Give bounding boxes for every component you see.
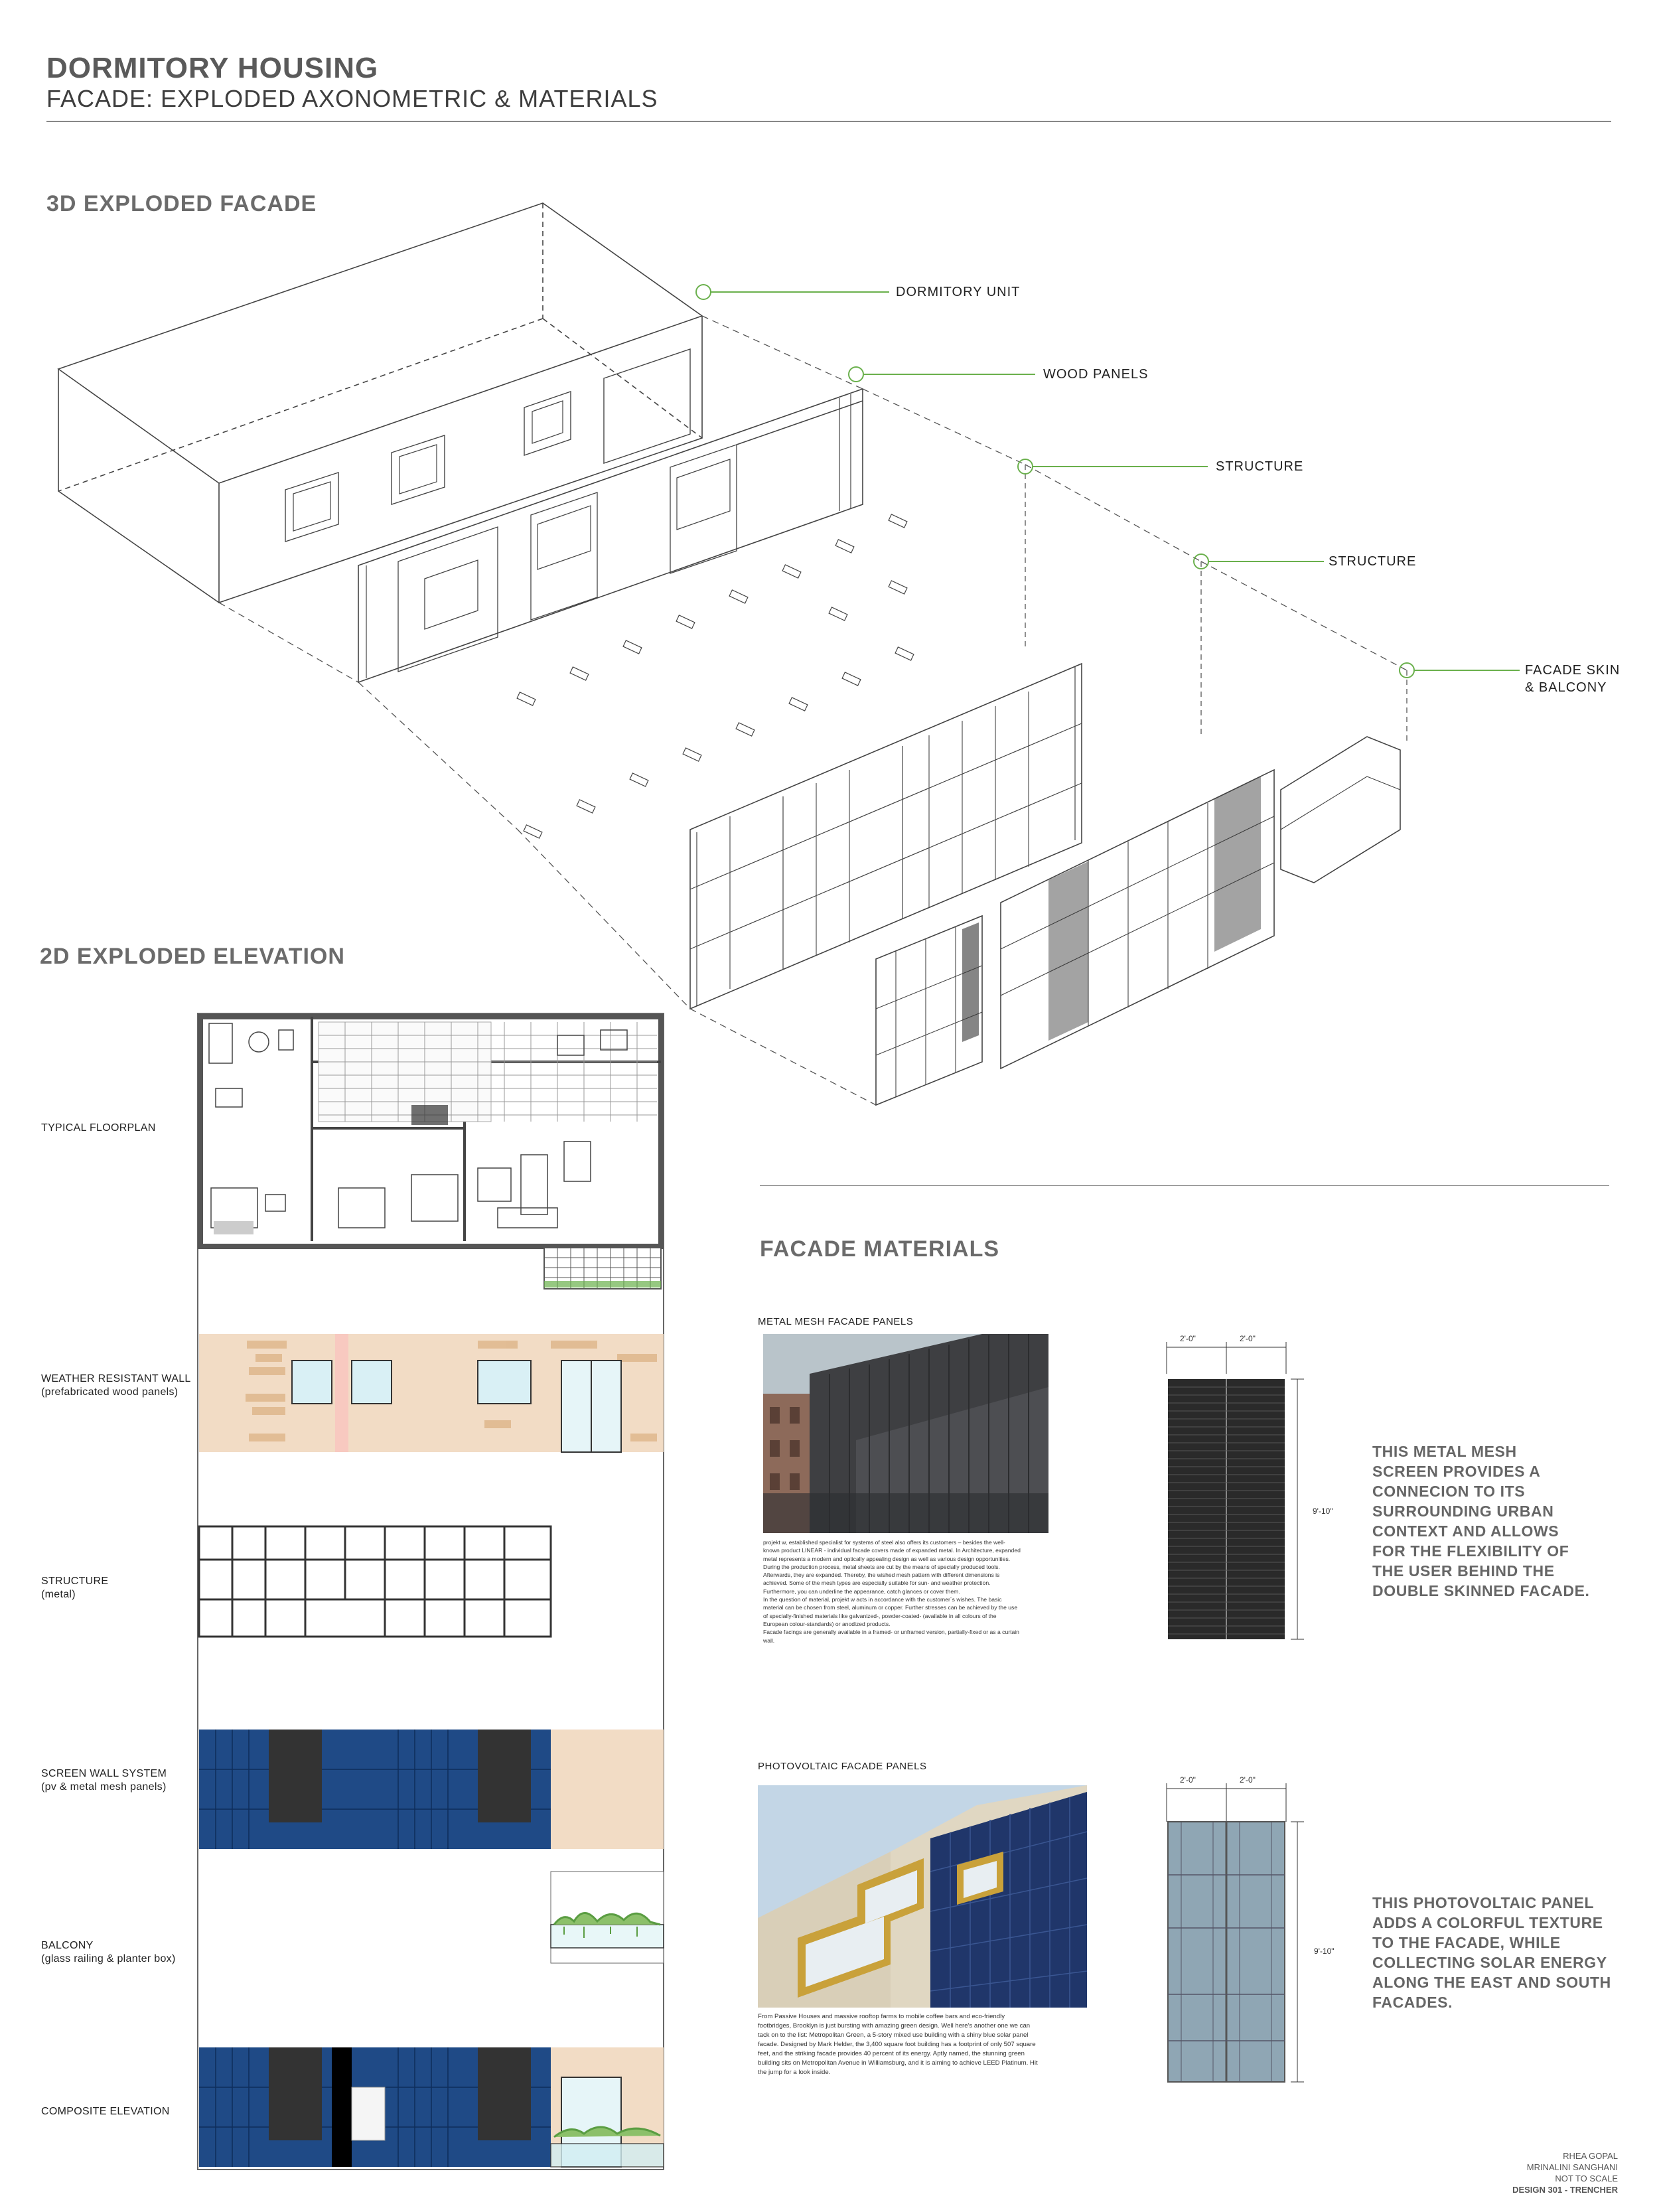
credits-block xyxy=(1512,2150,1618,2195)
mesh-text-line: Furthermore, you can underline the appearance, catch glances or cover them. xyxy=(763,1587,960,1595)
mesh-note-line: CONNECION TO ITS xyxy=(1372,1483,1526,1500)
typical-floorplan xyxy=(200,1017,661,1289)
row-label-floorplan xyxy=(41,1122,156,1135)
mesh-text-line: known product LINEAR - individual facade covers made of expanded metal. In Architecture, expanded xyxy=(763,1547,1021,1554)
pv-note-line: COLLECTING SOLAR ENERGY xyxy=(1372,1954,1607,1971)
row-label-structure-text: STRUCTURE xyxy=(41,1576,109,1587)
row-label-balcony-text: BALCONY xyxy=(41,1940,94,1951)
mesh-dim-height: 9'-10" xyxy=(1313,1507,1333,1516)
pv-text-line: feet, and the striking facade provides 40 percent of its energy. Aptly named, the stunning green xyxy=(758,2050,1025,2057)
credit-scale: NOT TO SCALE xyxy=(1555,2174,1618,2183)
mesh-dim-width-2: 2'-0" xyxy=(1240,1334,1256,1343)
row-label-composite xyxy=(41,2105,170,2118)
mesh-note-line: FOR THE FLEXIBILITY OF xyxy=(1372,1542,1569,1560)
pv-text-line: From Passive Houses and massive rooftop farms to mobile coffee bars and eco-friendly xyxy=(758,2013,1005,2020)
pv-text-line: footbridges, Brooklyn is just bursting with amazing green design. Well here's another one we can xyxy=(758,2022,1031,2029)
mesh-building-photo xyxy=(763,1334,1048,1533)
callout-structure-2: STRUCTURE xyxy=(1329,554,1417,569)
row-label-screen-wall-text: SCREEN WALL SYSTEM xyxy=(41,1768,167,1779)
materials-rule xyxy=(760,1185,1609,1186)
row-label-balcony xyxy=(41,1939,176,1966)
pv-text-line: tack on to the list: Metropolitan Green, a 5-story mixed use building with a shiny blue solar panel xyxy=(758,2031,1029,2039)
pv-note-line: ALONG THE EAST AND SOUTH xyxy=(1372,1974,1611,1991)
mesh-note-line: THIS METAL MESH xyxy=(1372,1443,1517,1460)
mesh-dim-width-1: 2'-0" xyxy=(1180,1334,1196,1343)
pv-panels-label: PHOTOVOLTAIC FACADE PANELS xyxy=(758,1761,927,1772)
sheet-title: DORMITORY HOUSING xyxy=(46,52,379,84)
callout-structure-1: STRUCTURE xyxy=(1216,459,1304,474)
mesh-panels-label: METAL MESH FACADE PANELS xyxy=(758,1316,914,1327)
mesh-text-line: metal represents a modern and optically appealing design as well as various design opportunities. xyxy=(763,1555,1011,1562)
pv-description xyxy=(758,2012,1096,2077)
pv-note-line: FACADES. xyxy=(1372,1994,1453,2011)
pv-dim-width-2: 2'-0" xyxy=(1240,1775,1256,1785)
weather-resistant-wall xyxy=(199,1334,664,1452)
pv-note-line: THIS PHOTOVOLTAIC PANEL xyxy=(1372,1894,1595,1911)
row-label-weather-wall-text: WEATHER RESISTANT WALL xyxy=(41,1373,191,1384)
pv-text-line: facade. Designed by Mark Helder, the 3,400 square foot building has a footprint of only 507 square xyxy=(758,2041,1036,2048)
row-label-structure xyxy=(41,1575,108,1601)
row-label-screen-wall xyxy=(41,1767,167,1794)
structure-frame-elevation xyxy=(199,1526,551,1637)
row-label-screen-wall-sub: (pv & metal mesh panels) xyxy=(41,1781,167,1793)
pv-text-line: building sits on Metropolitan Avenue in Williamsburg, and it is aiming to achieve LEED Platinum. Hit xyxy=(758,2059,1038,2067)
mesh-note-line: THE USER BEHIND THE xyxy=(1372,1562,1555,1580)
row-label-balcony-sub: (glass railing & planter box) xyxy=(41,1953,176,1964)
credit-name-1: RHEA GOPAL xyxy=(1563,2151,1618,2161)
mesh-text-line: European colour-standards) or anodized products. xyxy=(763,1620,891,1627)
callout-facade-skin xyxy=(1525,662,1620,696)
mesh-note-line: SURROUNDING URBAN xyxy=(1372,1503,1554,1520)
pv-text-line: the jump for a look inside. xyxy=(758,2069,831,2076)
mesh-text-line: material can be chosen from steel, aluminum or copper. Further stresses can be achieved by the use xyxy=(763,1604,1018,1611)
structure-frame-layer xyxy=(690,664,1082,1009)
facade-skin-layer xyxy=(876,737,1400,1105)
callout-dormitory-unit: DORMITORY UNIT xyxy=(896,285,1021,299)
row-label-floorplan-text: TYPICAL FLOORPLAN xyxy=(41,1122,156,1134)
pv-panel-detail xyxy=(1141,1775,1314,2087)
mesh-text-line: In the question of material, projekt w acts in accordance with the customer´s wishes. The basic xyxy=(763,1596,1002,1603)
elevation-heading: 2D EXPLODED ELEVATION xyxy=(40,944,345,969)
mesh-note xyxy=(1372,1441,1590,1601)
composite-elevation xyxy=(199,2047,664,2167)
axonometric-heading: 3D EXPLODED FACADE xyxy=(46,191,317,216)
balcony-elevation xyxy=(551,1872,664,1963)
materials-heading: FACADE MATERIALS xyxy=(760,1236,1000,1262)
mesh-text-line: During the production process, metal sheets are cut by the means of specially produced tools. xyxy=(763,1563,1000,1570)
pv-dim-width-1: 2'-0" xyxy=(1180,1775,1196,1785)
callout-facade-skin-line2: & BALCONY xyxy=(1525,680,1607,695)
mesh-description xyxy=(763,1538,1055,1645)
mesh-text-line: Facade facings are generally available in a framed- or unframed version, partially-fixed or as a curtain xyxy=(763,1629,1019,1636)
pv-note-line: ADDS A COLORFUL TEXTURE xyxy=(1372,1914,1603,1931)
exploded-elevation-drawing xyxy=(0,0,670,2212)
row-label-structure-sub: (metal) xyxy=(41,1589,76,1600)
credit-course: DESIGN 301 - TRENCHER xyxy=(1512,2185,1618,2195)
mesh-note-line: CONTEXT AND ALLOWS xyxy=(1372,1522,1559,1540)
mesh-text-line: of specially-finished materials like galvanized-, powder-coated- (available in all colours of the xyxy=(763,1612,997,1619)
callout-wood-panels: WOOD PANELS xyxy=(1043,367,1149,382)
pv-note xyxy=(1372,1893,1611,2012)
screen-wall-system xyxy=(199,1730,664,1849)
mesh-panels-dark xyxy=(962,776,1261,1042)
mesh-text-line: achieved. Some of the mesh types are especially suitable for sun- and weather protection. xyxy=(763,1580,991,1587)
pv-building-photo xyxy=(758,1785,1087,2008)
mesh-text-line: projekt w, established specialist for systems of steel also offers its customers – besides the well- xyxy=(763,1539,1005,1546)
mesh-note-line: DOUBLE SKINNED FACADE. xyxy=(1372,1582,1590,1599)
callout-facade-skin-line1: FACADE SKIN xyxy=(1525,663,1621,678)
mesh-panel-detail xyxy=(1141,1334,1314,1646)
mesh-text-line: Afterwards, they are expanded. Thereby, the wished mesh pattern with different dimensions is xyxy=(763,1572,1000,1579)
pv-note-line: TO THE FACADE, WHILE xyxy=(1372,1934,1561,1951)
row-label-composite-text: COMPOSITE ELEVATION xyxy=(41,2106,170,2117)
callout-leaders xyxy=(696,285,1520,678)
sheet-subtitle: FACADE: EXPLODED AXONOMETRIC & MATERIALS xyxy=(46,85,658,112)
mesh-text-line: wall. xyxy=(763,1637,775,1644)
row-label-weather-wall-sub: (prefabricated wood panels) xyxy=(41,1386,179,1398)
pv-dim-height: 9'-10" xyxy=(1314,1947,1334,1956)
credit-name-2: MRINALINI SANGHANI xyxy=(1526,2162,1618,2172)
mesh-note-line: SCREEN PROVIDES A xyxy=(1372,1463,1541,1480)
row-label-weather-wall xyxy=(41,1372,191,1399)
